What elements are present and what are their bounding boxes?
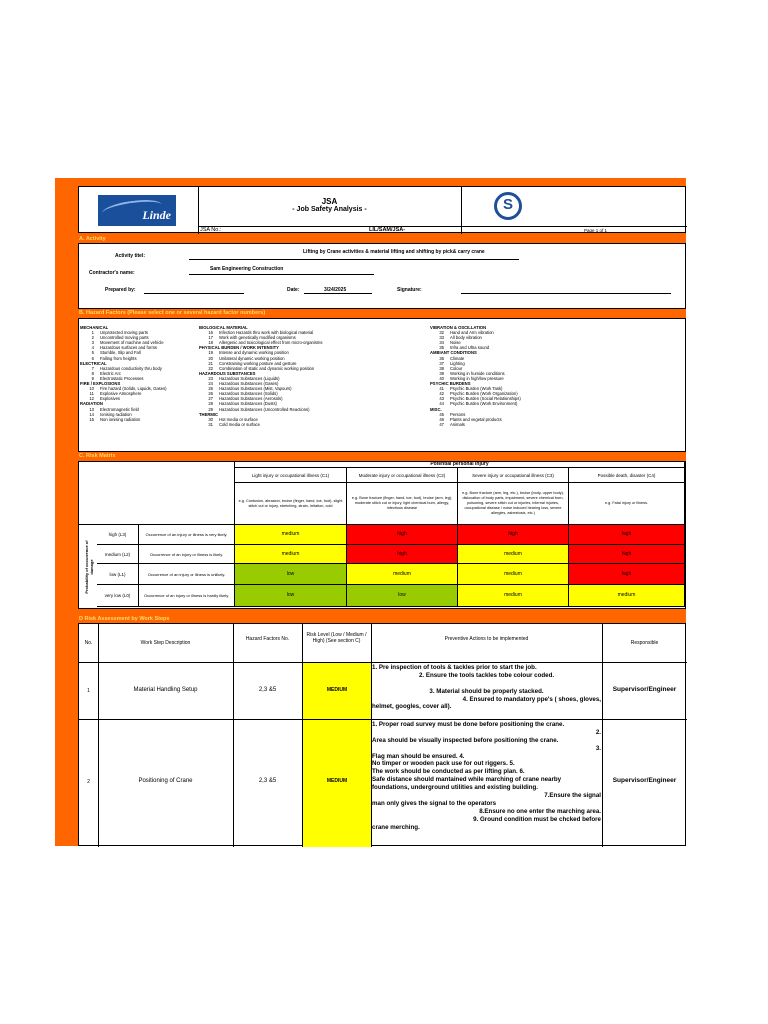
sam-logo-icon (494, 192, 522, 220)
matrix-col-example: e.g. Contusion, abrasion, bruise (finger, hand, toe, foot), slight stitch cut or injury, stretching, strain, irritation, cold (235, 483, 347, 525)
matrix-col-example: e.g. Bone fracture (finger, hand, toe, foot), bruise (arm, leg), moderate stitch cut or injury, light chemical burn, allergy, infectious disease (347, 483, 458, 525)
hazard-category: PSYCHIC BURDENS (430, 381, 471, 387)
hazard-item (430, 401, 521, 406)
risk-cell-medium: medium (458, 564, 569, 585)
probability-level: very low (L0) (97, 585, 139, 607)
potential-injury-label: Potential personal injury (235, 462, 685, 468)
action-line: No timper or wooden pack use for out riggers. 5. (372, 760, 515, 768)
hazard-category: ELECTRICAL (80, 360, 107, 366)
risk-cell-medium: medium (569, 585, 685, 607)
hazard-number: 5 (91, 350, 94, 356)
hazard-number: 3 (91, 340, 94, 346)
hazard-number: 22 (208, 365, 213, 371)
hazard-number: 17 (208, 335, 213, 341)
row-1-step: Material Handling Setup (133, 687, 198, 693)
probability-description: Occurrence of an injury or illness is very likely. (139, 525, 235, 545)
row-1-hazard: 2,3 &5 (258, 687, 277, 693)
hazard-text: Uncontrolled moving parts (100, 335, 149, 341)
hazard-number: 1 (91, 330, 94, 336)
hazard-number: 16 (208, 330, 213, 336)
hazard-number: 25 (208, 386, 213, 392)
hazard-text: Electromagnetic field (100, 406, 139, 412)
document-title: JSA (321, 197, 338, 206)
hazard-number: 38 (439, 365, 444, 371)
hazard-column-3 (430, 325, 521, 427)
hazard-text: Noise (450, 340, 461, 346)
hazard-category: PHYSICAL BURDEN / WORK INTENSITY (199, 345, 279, 351)
header-actions: Preventive Actions to be implemented (444, 636, 529, 642)
hazard-text: Working in humide conditions (450, 370, 505, 376)
action-line: 4. Ensured to mandatory ppe's ( shoes, gloves, (462, 695, 601, 703)
hazard-number: 31 (208, 421, 213, 427)
hazard-text: Hazardous Substances (Liquids) (219, 375, 280, 381)
document-subtitle: - Job Safety Analysis - (292, 206, 367, 213)
row-2-responsible: Supervisor/Engineer (612, 777, 677, 784)
hazard-text: Hazardous Substances (Dusts) (219, 401, 277, 407)
risk-cell-low: low (347, 585, 458, 607)
action-line: Flag man should be ensured. 4. (372, 752, 465, 760)
hazard-text: Stumble, Slip and Fall (100, 350, 141, 356)
jsa-sheet (55, 178, 686, 846)
hazard-number: 13 (89, 406, 94, 412)
hazard-number: 21 (208, 360, 213, 366)
hazard-number: 8 (91, 370, 94, 376)
hazard-number: 18 (208, 340, 213, 346)
row-2-risk: MEDIUM (326, 778, 348, 784)
hazard-category: FIRE / EXPLOSIONS (80, 381, 121, 387)
matrix-col-header: Light injury or occupational illness (C1) (235, 468, 347, 483)
risk-cell-medium: medium (458, 545, 569, 564)
hazard-text: Allergenic and toxicological effect from micro-organisms (219, 340, 323, 346)
hazard-category: HAZARDOUS SUBSTANCES (199, 370, 256, 376)
hazard-number: 37 (439, 360, 444, 366)
header-hazard: Hazard Factors No. (245, 636, 290, 642)
hazard-column-2 (199, 325, 323, 427)
risk-assessment-table (78, 623, 686, 846)
activity-box (78, 243, 686, 309)
risk-cell-low: low (235, 585, 347, 607)
hazard-text: Psychic Burden (Work Task) (450, 386, 503, 392)
hazard-text: Explosives (100, 396, 121, 402)
probability-axis-label: Probability of occurrence of damage (84, 540, 94, 594)
hazard-number: 9 (91, 375, 94, 381)
hazard-category: THERMIC (199, 411, 219, 417)
header-responsible: Responsible (630, 640, 659, 646)
probability-level: high (L3) (97, 525, 139, 545)
action-line: 3. Material should be properly stacked. (429, 687, 544, 695)
risk-cell-high: high (569, 564, 685, 585)
risk-cell-medium: medium (235, 525, 347, 545)
hazard-number: 32 (439, 330, 444, 336)
date-value: 3/24/2025 (324, 287, 347, 293)
hazard-number: 20 (208, 355, 213, 361)
matrix-col-example: e.g. Bone fracture (arm, leg, etc.), bruise (body, upper body), dislocation of body parts, impairment, severe chemical burn, poisoning, severe stitch cut or injuries, internal injuries, occupational disease / noise induced hearing loss, severe allergies, asbestosis, etc.) (458, 483, 569, 525)
action-line: 8.Ensure no one enter the marching area. (479, 807, 601, 815)
hazard-text: Hazardous surfaces and forms (100, 345, 158, 351)
matrix-col-header: Severe injury or occupational illness (C3) (458, 468, 569, 483)
hazard-number: 33 (439, 335, 444, 341)
hazard-text: Animals (450, 421, 465, 427)
section-c-heading: C. Risk Matrix (79, 453, 116, 459)
action-line: 2. Ensure the tools tackles tobe colour coded. (418, 671, 555, 679)
hazard-number: 34 (439, 340, 444, 346)
hazard-text: Hazardous Substances (Gases) (219, 381, 279, 387)
hazard-text: Fire hazard (Solids, Liquids, Gases) (100, 386, 167, 392)
hazard-number: 27 (208, 396, 213, 402)
header-risk: Risk Level (Low / Medium / High) (See section C) (306, 632, 367, 644)
date-label: Date: (287, 287, 300, 293)
page-indicator: Page 1 of 1 (584, 228, 608, 233)
action-line: The work should be conducted as per lifting plan. 6. (372, 768, 525, 776)
section-b-heading: B. Hazard Factors (Please select one or several hazard factor numbers) (79, 310, 266, 316)
hazard-text: Intense and dynamic working position (219, 350, 289, 356)
hazard-number: 11 (89, 391, 94, 397)
logo-text: Linde (142, 208, 171, 222)
hazard-text: Hazardous Substances (Aerosols) (219, 396, 283, 402)
hazard-text: Non ionising radiation (100, 416, 141, 422)
hazard-number: 2 (91, 335, 94, 341)
header-no: No. (84, 640, 93, 646)
hazard-text: Persons (450, 411, 466, 417)
hazard-text: Colour (450, 365, 463, 371)
hazard-number: 19 (208, 350, 213, 356)
hazard-text: Psychic Burden (Social Relationships) (450, 396, 521, 402)
row-2-step: Positioning of Crane (138, 778, 193, 784)
hazard-number: 23 (208, 375, 213, 381)
action-line: Safe distance should mantained while marching of crane nearby (372, 776, 562, 784)
contractor-label: Contractor's name: (89, 270, 135, 276)
hazard-text: Electric Arc (100, 370, 121, 376)
section-a-heading: A. Activity (79, 236, 106, 242)
hazard-number: 36 (439, 355, 444, 361)
hazard-number: 24 (208, 381, 213, 387)
hazard-text: Unilateral dynamic working position (219, 355, 285, 361)
action-line: 9. Ground condition must be chcked before (473, 815, 601, 823)
hazard-text: Hazardous Substances (Mist, Vapours) (219, 386, 292, 392)
hazard-number: 44 (439, 401, 444, 407)
hazard-text: Hazardous conductivity thru body (100, 365, 162, 371)
hazard-number: 45 (439, 411, 444, 417)
action-line: 7.Ensure the signal (544, 792, 601, 800)
hazard-number: 42 (439, 391, 444, 397)
matrix-col-example: e.g. Fatal injury or illness. (569, 483, 685, 525)
hazard-text: Constraining working posture and gesture (219, 360, 297, 366)
action-line: 2. (595, 728, 601, 736)
hazard-item (430, 422, 521, 427)
hazard-number: 43 (439, 396, 444, 402)
hazard-number: 10 (89, 386, 94, 392)
prepared-by-label: Prepared by: (105, 287, 136, 293)
risk-cell-high: high (569, 525, 685, 545)
risk-cell-high: high (569, 545, 685, 564)
hazard-text: Hazardous Substances (Uncontrolled Reactions) (219, 406, 310, 412)
action-line: Area should be visually inspected before positioning the crane. (372, 736, 559, 744)
action-line: foundations, underground utilities and existing building. (372, 784, 539, 792)
action-line: helmet, googles, cover all). (372, 703, 452, 711)
hazard-text: Electrostatic Processes (100, 375, 144, 381)
risk-cell-medium: medium (235, 545, 347, 564)
row-1-responsible: Supervisor/Engineer (612, 686, 677, 693)
hazard-text: Psychic Burden (Work Organization) (450, 391, 518, 397)
matrix-col-header: Moderate injury or occupational illness (C2) (347, 468, 458, 483)
hazard-text: Movement of machine and vehicle (100, 340, 164, 346)
hazard-text: Hazardous Substances (Solids) (219, 391, 278, 397)
hazard-number: 47 (439, 421, 444, 427)
risk-matrix (78, 461, 686, 609)
hazard-number: 39 (439, 370, 444, 376)
hazard-number: 46 (439, 416, 444, 422)
action-line: 1. Proper road survey must be done before positioning the crane. (372, 721, 565, 728)
matrix-col-header: Possible death, disaster (C4) (569, 468, 685, 483)
hazard-number: 41 (439, 386, 444, 392)
row-2-hazard: 2,3 &5 (258, 778, 277, 784)
hazard-text: Falling from heights (100, 355, 137, 361)
hazard-number: 6 (91, 355, 94, 361)
action-line: 3. (595, 744, 601, 752)
section-d-heading: D Risk Assessment by Work Steps (79, 616, 170, 622)
risk-cell-high: high (347, 525, 458, 545)
hazard-number: 40 (439, 375, 444, 381)
hazard-number: 7 (91, 365, 94, 371)
hazard-number: 26 (208, 391, 213, 397)
hazard-text: Combination of static and dynamic working position (219, 365, 315, 371)
row-1-risk: MEDIUM (326, 687, 348, 693)
probability-description: Occurrence of an injury or illness is hardly likely. (139, 585, 235, 607)
hazard-category: AMBIANT CONDITIONS (430, 350, 477, 356)
linde-logo (98, 195, 176, 226)
hazard-text: Infection Hazards thru work with biological material (219, 330, 314, 336)
hazard-text: Ionising radiation (100, 411, 132, 417)
hazard-number: 29 (208, 406, 213, 412)
hazard-category: MISC. (430, 406, 442, 412)
contractor-value: Sam Engineering Construction (210, 266, 284, 272)
hazard-item (80, 417, 167, 422)
hazard-text: Infra and Ultra sound (450, 345, 490, 351)
row-1-actions (372, 664, 601, 711)
hazard-text: All body vibration (450, 335, 482, 341)
hazard-factors-box (78, 318, 686, 452)
hazard-category: BIOLOGICAL MATERIAL (199, 325, 248, 330)
hazard-text: Working in high/low pressure (450, 375, 504, 381)
matrix-corner (79, 462, 235, 525)
row-2-no: 2 (87, 779, 90, 785)
jsa-no-label: JSA No.: (200, 227, 222, 233)
risk-cell-medium: medium (458, 585, 569, 607)
risk-cell-high: high (458, 525, 569, 545)
hazard-category: MECHANICAL (80, 325, 109, 330)
probability-level: low (L1) (97, 564, 139, 585)
probability-description: Occurrence of an injury or illness is unlikely. (139, 564, 235, 585)
header-box (78, 186, 686, 233)
hazard-text: Lighting (450, 360, 465, 366)
hazard-text: Explosive Atmosphere (100, 391, 142, 397)
hazard-text: Unprotected moving parts (100, 330, 148, 336)
row-1-no: 1 (87, 688, 90, 694)
activity-title-value: Lifting by Crane activities & material lifting and shifting by pick& carry crane (303, 249, 485, 255)
hazard-number: 12 (89, 396, 94, 402)
hazard-number: 35 (439, 345, 444, 351)
hazard-text: Cold media or surface (219, 421, 260, 427)
hazard-text: Hand and Arm vibration (450, 330, 494, 336)
probability-description: Occurrence of an injury or illness is likely. (139, 545, 235, 564)
header-work-step: Work Step Description (140, 640, 191, 646)
hazard-text: Work with genetically modified organisms (219, 335, 296, 341)
action-line: 1. Pre inspection of tools & tackles prior to start the job. (372, 664, 537, 671)
jsa-code: LIL/SAM/JSA- (369, 227, 406, 233)
action-line: crane merching. (372, 823, 420, 831)
risk-cell-low: low (235, 564, 347, 585)
probability-level: medium (L2) (97, 545, 139, 564)
hazard-column-1 (80, 325, 167, 422)
hazard-text: Psychic Burden (Work Environment) (450, 401, 518, 407)
hazard-text: Hot media or surface (219, 416, 258, 422)
hazard-item (199, 407, 323, 412)
hazard-text: Climate (450, 355, 465, 361)
risk-cell-medium: medium (347, 564, 458, 585)
hazard-item (199, 422, 323, 427)
action-line: man only gives the signal to the operators (372, 799, 497, 807)
hazard-category: VIBRATION & OSCILLATION (430, 325, 487, 330)
hazard-number: 28 (208, 401, 213, 407)
hazard-number: 14 (89, 411, 94, 417)
activity-title-label: Activity titel: (115, 253, 146, 259)
row-2-actions (372, 721, 601, 831)
hazard-category: RADIATION (80, 401, 103, 407)
signature-label: Signature: (397, 287, 422, 293)
action-line (372, 680, 601, 688)
risk-cell-high: high (347, 545, 458, 564)
hazard-number: 15 (89, 416, 94, 422)
hazard-number: 4 (91, 345, 94, 351)
hazard-text: Plants and vegetal products (450, 416, 502, 422)
hazard-number: 30 (208, 416, 213, 422)
